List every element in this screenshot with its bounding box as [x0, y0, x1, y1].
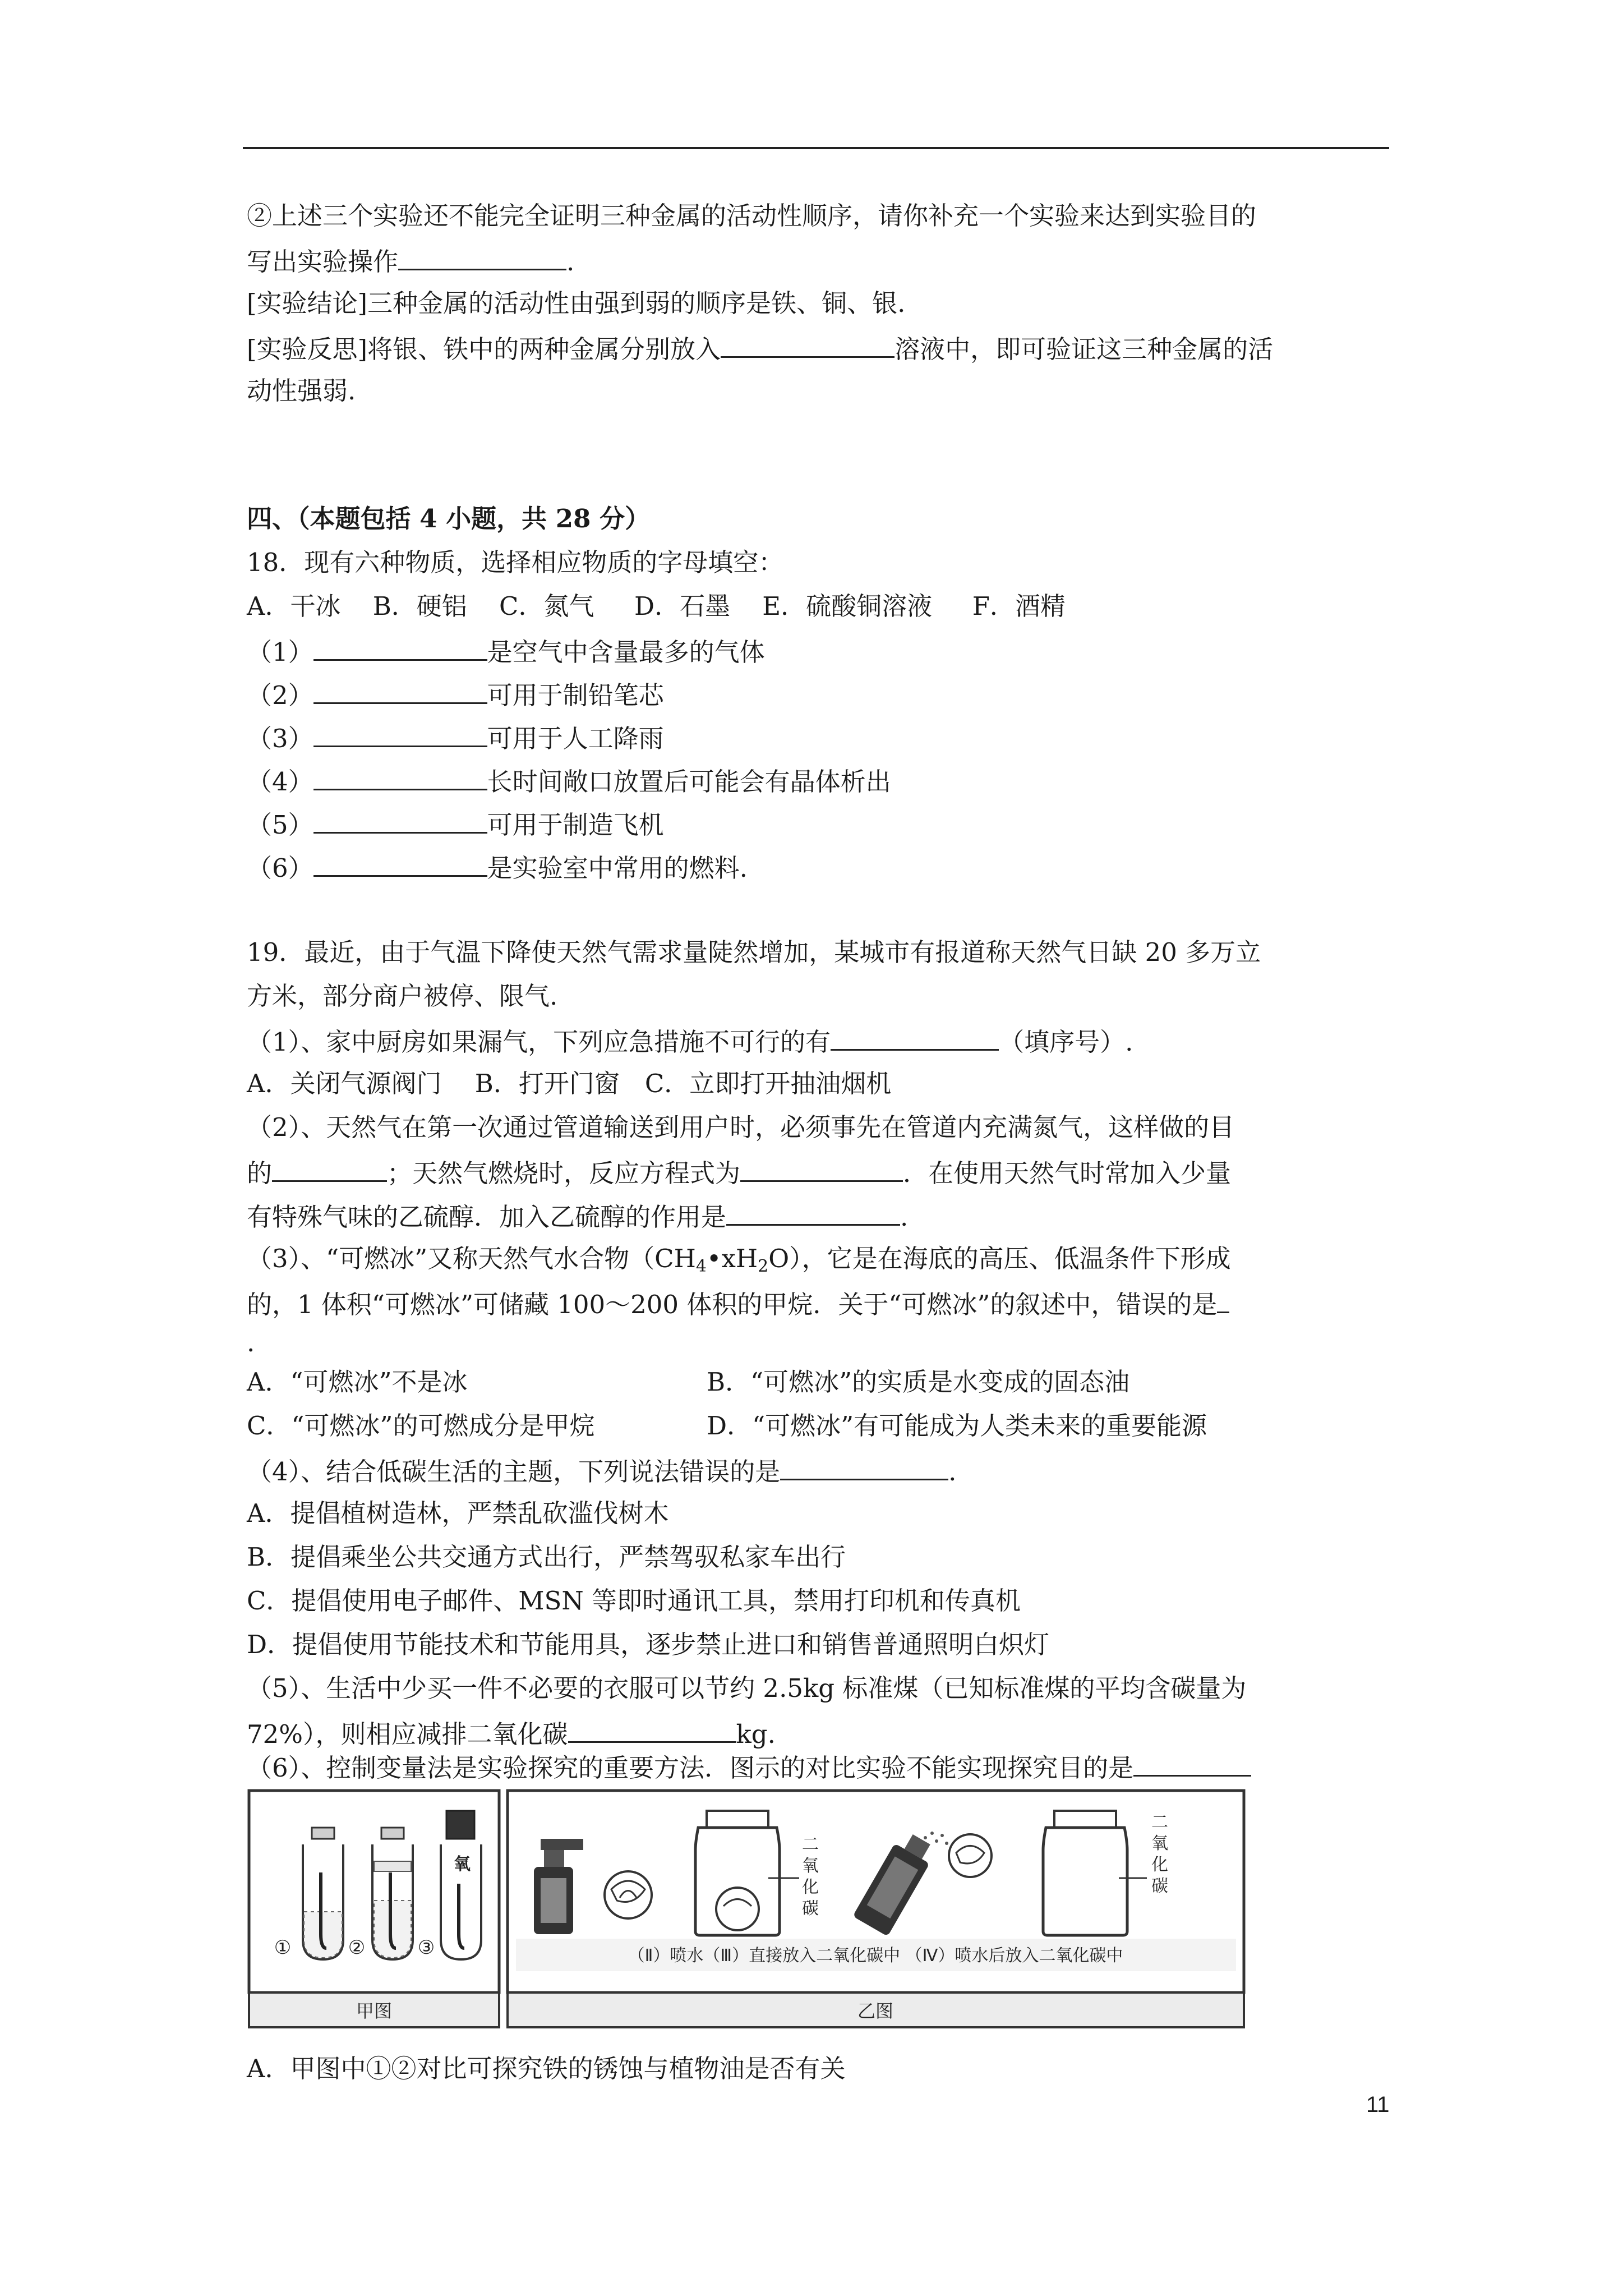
q19-part2-line1: （2）、天然气在第一次通过管道输送到用户时，必须事先在管道内充满氮气，这样做的目 [247, 1112, 1235, 1142]
answer-blank[interactable] [568, 1717, 736, 1743]
q19-part2-line2: 的 ；天然气燃烧时，反应方程式为 ．在使用天然气时常加入少量 [247, 1156, 1231, 1189]
test-tube-3 [418, 1811, 481, 1959]
q19-stem-1: 19．最近，由于气温下降使天然气需求量陡然增加，某城市有报道称天然气日缺 20 多万立 [247, 937, 1261, 967]
page-number: 11 [1366, 2092, 1390, 2117]
q18-item: （1） 是空气中含量最多的气体 [247, 634, 765, 668]
figure-yi-panel [508, 1791, 1244, 2027]
spray-bottle-tilted [852, 1829, 938, 1936]
answer-blank[interactable] [780, 1454, 948, 1480]
q19-part2-line3: 有特殊气味的乙硫醇．加入乙硫醇的作用是 . [247, 1199, 908, 1233]
q18-item: （2） 可用于制铅笔芯 [247, 678, 664, 711]
gas-jar-3 [695, 1811, 819, 1935]
answer-blank[interactable] [1133, 1750, 1251, 1777]
svg-text:③: ③ [417, 1936, 435, 1959]
svg-text:氧: 氧 [802, 1856, 819, 1876]
q18-options: A．干冰 B．硬铝 C．氮气 D．石墨 E．硫酸铜溶液 F．酒精 [247, 591, 1066, 621]
answer-blank[interactable] [313, 721, 487, 747]
q19-part6: （6）、控制变量法是实验探究的重要方法．图示的对比实验不能实现探究目的是 [247, 1750, 1251, 1784]
figure-jia-panel [249, 1791, 499, 2027]
gas-jar-4 [1043, 1811, 1168, 1935]
intro-line-3: [实验结论]三种金属的活动性由强到弱的顺序是铁、铜、银. [247, 288, 906, 318]
svg-text:碳: 碳 [1151, 1876, 1168, 1896]
intro-line-1: ②上述三个实验还不能完全证明三种金属的活动性顺序，请你补充一个实验来达到实验目的 [247, 201, 1257, 231]
answer-blank[interactable] [721, 332, 895, 358]
q19-part5-line1: （5）、生活中少买一件不必要的衣服可以节约 2.5kg 标准煤（已知标准煤的平均含碳量为 [247, 1673, 1247, 1703]
answer-blank[interactable] [313, 807, 487, 834]
svg-text:化: 化 [802, 1878, 819, 1897]
q19-part4-option: D．提倡使用节能技术和节能用具，逐步禁止进口和销售普通照明白炽灯 [247, 1630, 1050, 1659]
q19-part3-line3: . [247, 1328, 255, 1358]
q18-item: （4） 长时间敞口放置后可能会有晶体析出 [247, 764, 891, 798]
q19-part1: （1）、家中厨房如果漏气，下列应急措施不可行的有 （填序号）. [247, 1024, 1133, 1058]
answer-blank[interactable] [398, 244, 566, 270]
answer-blank[interactable] [740, 1156, 903, 1182]
q19-stem-2: 方米，部分商户被停、限气. [247, 981, 558, 1011]
answer-blank[interactable] [272, 1156, 387, 1182]
answer-blank[interactable] [726, 1199, 900, 1226]
q19-part4: （4）、结合低碳生活的主题，下列说法错误的是 . [247, 1454, 956, 1488]
q19-part4-option: B．提倡乘坐公共交通方式出行，严禁驾驭私家车出行 [247, 1542, 846, 1572]
intro-line-2: 写出实验操作 . [247, 244, 574, 278]
section-heading: 四、（本题包括 4 小题，共 28 分） [247, 504, 651, 533]
answer-blank[interactable] [1217, 1287, 1229, 1313]
q19-part3-options-cd: C．“可燃冰”的可燃成分是甲烷 D．“可燃冰”有可能成为人类未来的重要能源 [247, 1411, 1207, 1441]
figure-yi-strip: （Ⅱ）喷水（Ⅲ）直接放入二氧化碳中 （Ⅳ）喷水后放入二氧化碳中 [628, 1946, 1123, 1966]
q19-part4-option: C．提倡使用电子邮件、MSN 等即时通讯工具，禁用打印机和传真机 [247, 1586, 1021, 1616]
intro-line-4: [实验反思]将银、铁中的两种金属分别放入 溶液中，即可验证这三种金属的活 [247, 332, 1273, 365]
test-tube-1 [274, 1828, 343, 1959]
svg-text:二: 二 [802, 1835, 819, 1855]
spray-bottle [534, 1839, 583, 1934]
svg-text:碳: 碳 [802, 1899, 819, 1918]
q19-part1-options: A．关闭气源阀门 B．打开门窗 C．立即打开抽油烟机 [247, 1069, 892, 1098]
answer-blank[interactable] [313, 678, 487, 704]
answer-blank[interactable] [313, 634, 487, 661]
svg-text:②: ② [348, 1936, 366, 1959]
header-rule [243, 147, 1389, 149]
rose-flower-2 [949, 1834, 992, 1877]
answer-blank[interactable] [831, 1024, 999, 1051]
q19-part4-option: A．提倡植树造林，严禁乱砍滥伐树木 [247, 1498, 669, 1528]
q18-item: （3） 可用于人工降雨 [247, 721, 664, 754]
q19-last-option: A．甲图中①②对比可探究铁的锈蚀与植物油是否有关 [247, 2054, 846, 2083]
svg-text:氧: 氧 [1151, 1834, 1168, 1853]
intro-line-5: 动性强弱. [247, 376, 356, 406]
q19-part5-line2: 72%），则相应减排二氧化碳 kg. [247, 1717, 776, 1750]
q19-part3-options-ab: A．“可燃冰”不是冰 B．“可燃冰”的实质是水变成的固态油 [247, 1367, 1130, 1397]
svg-text:二: 二 [1151, 1812, 1168, 1832]
experiment-figure [247, 1788, 1246, 2031]
figure-jia-caption: 甲图 [356, 2000, 393, 2022]
svg-text:化: 化 [1151, 1855, 1168, 1875]
svg-text:①: ① [274, 1936, 292, 1959]
answer-blank[interactable] [313, 764, 487, 790]
q19-part3-line2: 的，1 体积“可燃冰”可储藏 100～200 体积的甲烷．关于“可燃冰”的叙述中，错误的是 [247, 1287, 1229, 1320]
answer-blank[interactable] [313, 850, 487, 877]
q18-item: （6） 是实验室中常用的燃料. [247, 850, 748, 884]
q18-stem: 18．现有六种物质，选择相应物质的字母填空： [247, 547, 784, 577]
test-tube-2 [348, 1828, 413, 1959]
figure-yi-caption: 乙图 [857, 2000, 894, 2022]
q18-item: （5） 可用于制造飞机 [247, 807, 664, 841]
rose-flower [605, 1871, 652, 1918]
q19-part3-line1: （3）、“可燃冰”又称天然气水合物$(CH_4•xH_2O)$，它是在海底的高压、低温条件下形成 [247, 1244, 1231, 1276]
svg-text:氧: 氧 [454, 1855, 471, 1874]
